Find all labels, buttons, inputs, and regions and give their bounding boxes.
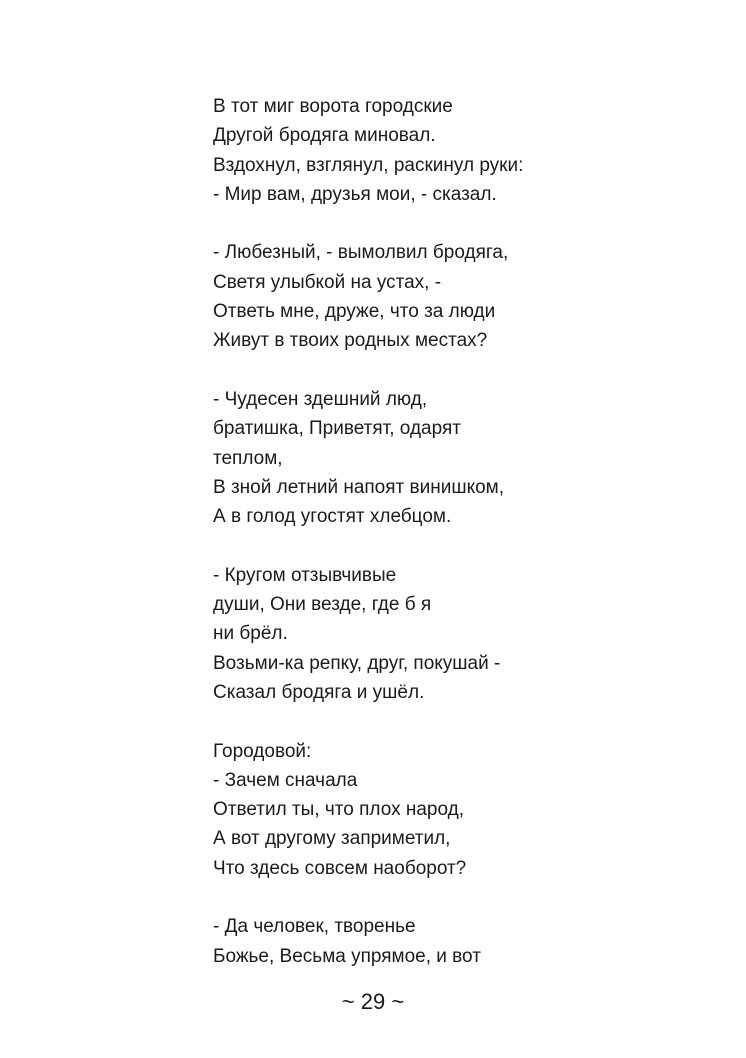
poem-line: Ответь мне, друже, что за люди (213, 301, 496, 323)
poem-line: Другой бродяга миновал. (213, 125, 436, 147)
poem-line: - Чудесен здешний люд, (213, 388, 428, 410)
poem-line: А в голод угостят хлебцом. (213, 506, 452, 528)
poem-line: - Да человек, творенье (213, 916, 416, 938)
poem-line: Божье, Весьма упрямое, и вот (213, 945, 481, 967)
poem-line: Возьми-ка репку, друг, покушай - (213, 652, 501, 674)
poem-stanza (213, 561, 613, 707)
poem-line: Ответил ты, что плох народ, (213, 799, 464, 821)
poem-line: Живут в твоих родных местах? (213, 330, 488, 352)
poem-line: - Кругом отзывчивые (213, 564, 397, 586)
poem-line: В зной летний напоят винишком, (213, 476, 505, 498)
poem-line: - Любезный, - вымолвил бродяга, (213, 242, 509, 264)
poem-stanza (213, 92, 613, 209)
poem-line: Что здесь совсем наоборот? (213, 857, 467, 879)
poem-text (213, 92, 613, 971)
poem-line: - Мир вам, друзья мои, - сказал. (213, 183, 497, 205)
poem-line: ни брёл. (213, 623, 288, 645)
poem-stanza (213, 912, 613, 971)
poem-line: А вот другому заприметил, (213, 828, 451, 850)
poem-stanza (213, 737, 613, 883)
poem-stanza (213, 238, 613, 355)
poem-line: Вздохнул, взглянул, раскинул руки: (213, 154, 524, 176)
poem-line: души, Они везде, где б я (213, 594, 432, 616)
poem-line: Городовой: (213, 740, 312, 762)
poem-line: братишка, Приветят, одарят (213, 418, 461, 440)
poem-stanza (213, 385, 613, 531)
poem-line: теплом, (213, 447, 283, 469)
poem-line: Сказал бродяга и ушёл. (213, 681, 425, 703)
poem-line: Светя улыбкой на устах, - (213, 271, 442, 293)
page-number: ~ 29 ~ (341, 989, 405, 1014)
poem-line: В тот миг ворота городские (213, 96, 453, 117)
poem-line: - Зачем сначала (213, 769, 358, 791)
